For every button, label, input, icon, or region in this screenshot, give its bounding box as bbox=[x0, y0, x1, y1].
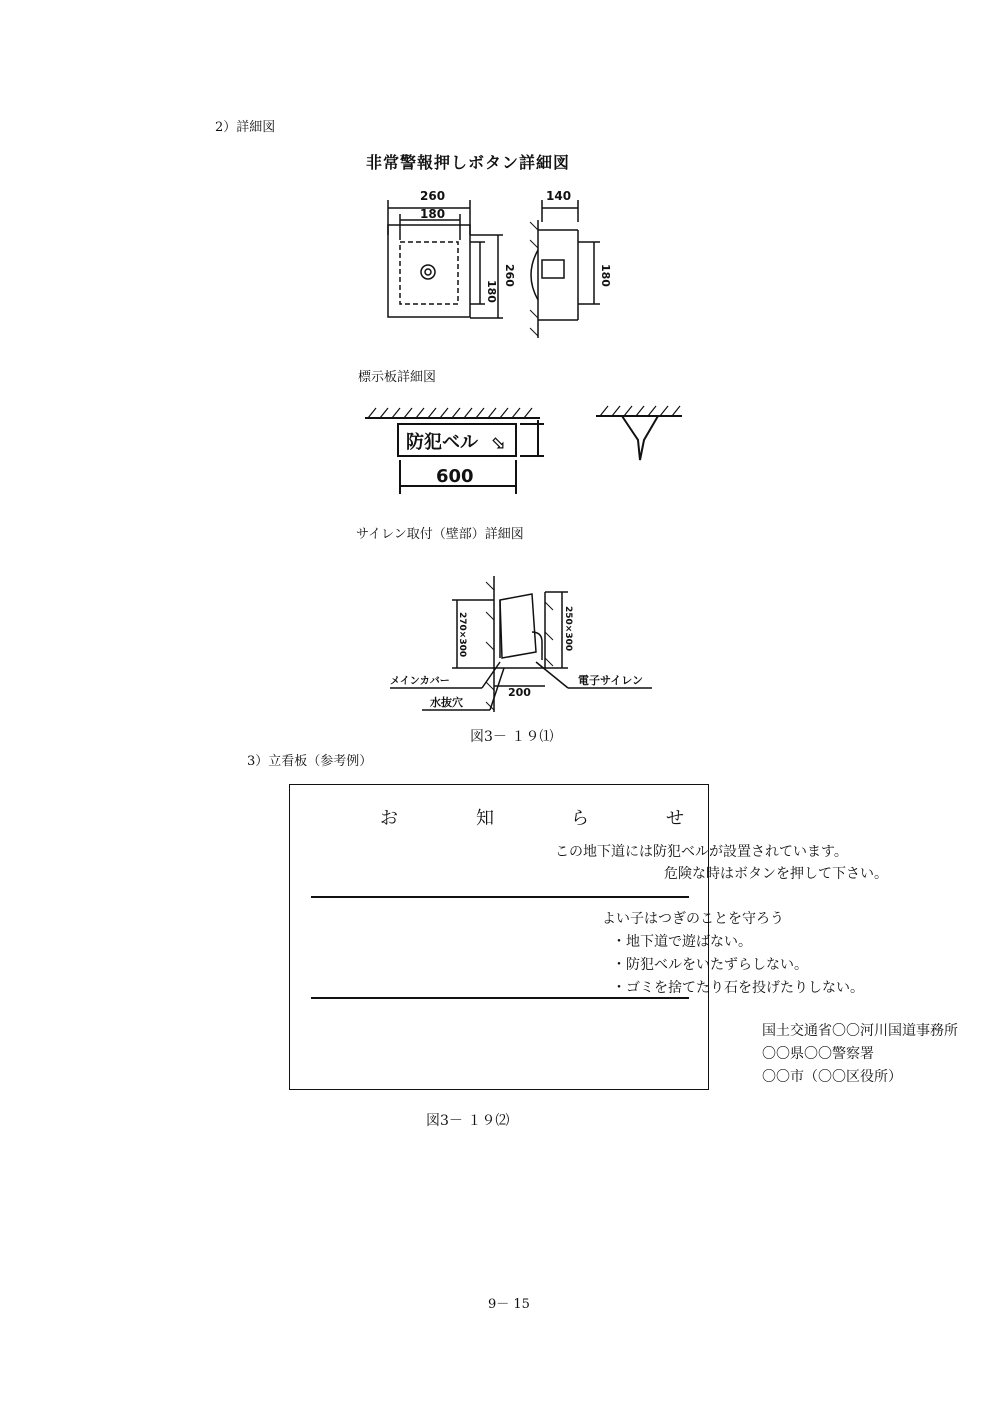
signatory-3: 〇〇市（〇〇区役所） bbox=[762, 1069, 902, 1085]
dim-200: 200 bbox=[508, 686, 531, 699]
dim-180-top: 180 bbox=[420, 207, 446, 221]
sign-board-drawing bbox=[360, 400, 700, 500]
page-number: 9－ 15 bbox=[488, 1297, 530, 1312]
sign-figure-caption: 標示板詳細図 bbox=[358, 370, 437, 385]
rule-item-1: ・地下道で遊ばない。 bbox=[612, 934, 752, 950]
arrow-icon: ⬂ bbox=[490, 432, 506, 453]
sign-width-600: 600 bbox=[436, 466, 474, 487]
dim-180-side: 180 bbox=[485, 280, 498, 303]
board-title-char-4: せ bbox=[666, 808, 684, 829]
notice-line-1: この地下道には防犯ベルが設置されています。 bbox=[555, 844, 848, 860]
dim-260-top: 260 bbox=[420, 189, 446, 203]
dim-250x300: 250×300 bbox=[563, 606, 573, 652]
board-title-char-1: お bbox=[380, 808, 398, 829]
siren-mount-drawing bbox=[382, 572, 672, 722]
signatory-1: 国土交通省〇〇河川国道事務所 bbox=[762, 1023, 958, 1039]
label-drain-hole: 水抜穴 bbox=[430, 696, 463, 709]
notice-line-2: 危険な時はボタンを押して下さい。 bbox=[664, 866, 888, 882]
rules-heading: よい子はつぎのことを守ろう bbox=[602, 911, 784, 927]
dim-270x300: 270×300 bbox=[457, 612, 467, 658]
figure-3-19-2-caption: 図3－ １９⑵ bbox=[426, 1113, 510, 1129]
rule-item-3: ・ゴミを捨てたり石を投げたりしない。 bbox=[612, 980, 864, 996]
board-title-char-2: 知 bbox=[476, 808, 494, 829]
signatory-2: 〇〇県〇〇警察署 bbox=[762, 1046, 874, 1062]
sign-board-text: 防犯ベル bbox=[406, 432, 478, 453]
alarm-button-drawing bbox=[370, 180, 620, 350]
dim-180-right: 180 bbox=[599, 264, 612, 287]
board-divider-2 bbox=[311, 997, 689, 999]
siren-figure-caption: サイレン取付（壁部）詳細図 bbox=[356, 527, 524, 542]
section-heading-detail: 2）詳細図 bbox=[215, 120, 276, 135]
label-electronic-siren: 電子サイレン bbox=[578, 674, 643, 687]
label-main-cover: メインカバー bbox=[390, 676, 450, 687]
figure-3-19-1-caption: 図3－ １９⑴ bbox=[470, 729, 554, 745]
dim-140: 140 bbox=[546, 189, 572, 203]
section-heading-standing-sign: 3）立看板（参考例） bbox=[247, 754, 373, 769]
board-title-char-3: ら bbox=[571, 808, 589, 829]
dim-260-side: 260 bbox=[503, 264, 516, 287]
board-divider-1 bbox=[311, 896, 689, 898]
rule-item-2: ・防犯ベルをいたずらしない。 bbox=[612, 957, 808, 973]
button-figure-title: 非常警報押しボタン詳細図 bbox=[366, 153, 571, 172]
